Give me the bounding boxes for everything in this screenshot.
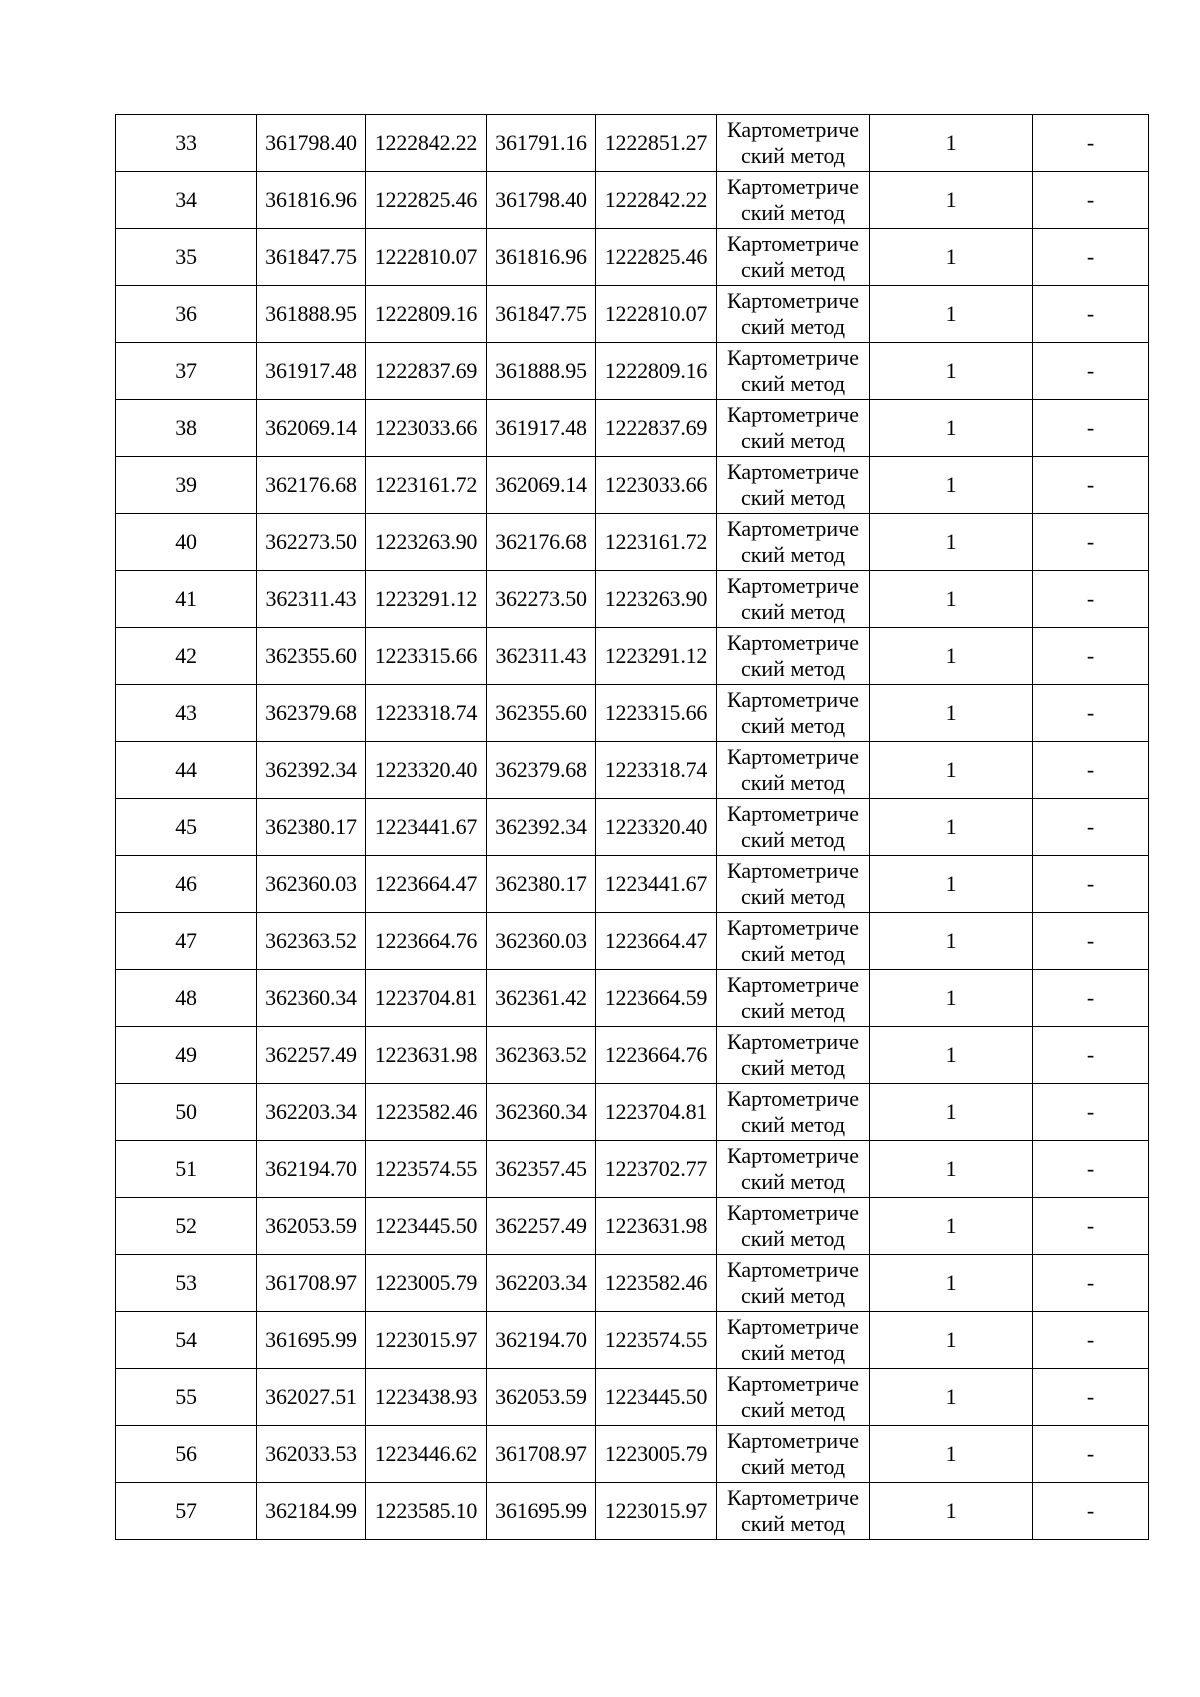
cell-x-coordinate-prev: 362069.14 xyxy=(487,457,596,514)
method-line-1: Картометриче xyxy=(727,1485,859,1510)
table-row xyxy=(116,1312,1149,1369)
cell-note: - xyxy=(1033,1141,1149,1198)
method-line-2: ский метод xyxy=(740,770,846,795)
table-row xyxy=(116,571,1149,628)
cell-y-coordinate-prev: 1223161.72 xyxy=(596,514,717,571)
cell-x-coordinate-prev: 362357.45 xyxy=(487,1141,596,1198)
cell-y-coordinate-prev: 1222809.16 xyxy=(596,343,717,400)
cell-point-number: 52 xyxy=(116,1198,257,1255)
cell-point-number: 55 xyxy=(116,1369,257,1426)
cell-y-coordinate: 1222810.07 xyxy=(366,229,487,286)
method-line-2: ский метод xyxy=(740,371,846,396)
cell-x-coordinate-prev: 362194.70 xyxy=(487,1312,596,1369)
table-row xyxy=(116,1027,1149,1084)
cell-method xyxy=(717,571,870,628)
method-line-1: Картометриче xyxy=(727,402,859,427)
method-line-2: ский метод xyxy=(740,485,846,510)
cell-note: - xyxy=(1033,229,1149,286)
method-line-1: Картометриче xyxy=(727,1257,859,1282)
cell-method xyxy=(717,913,870,970)
cell-x-coordinate-prev: 361888.95 xyxy=(487,343,596,400)
table-body xyxy=(116,115,1149,1540)
method-line-1: Картометриче xyxy=(727,1200,859,1225)
cell-x-coordinate-prev: 362273.50 xyxy=(487,571,596,628)
method-line-1: Картометриче xyxy=(727,915,859,940)
cell-point-number: 57 xyxy=(116,1483,257,1540)
cell-y-coordinate-prev: 1223291.12 xyxy=(596,628,717,685)
cell-x-coordinate-prev: 362355.60 xyxy=(487,685,596,742)
method-line-2: ский метод xyxy=(740,1226,846,1251)
cell-point-number: 38 xyxy=(116,400,257,457)
cell-note: - xyxy=(1033,286,1149,343)
cell-y-coordinate: 1223582.46 xyxy=(366,1084,487,1141)
cell-y-coordinate-prev: 1222851.27 xyxy=(596,115,717,172)
table-row xyxy=(116,343,1149,400)
cell-method xyxy=(717,799,870,856)
method-line-1: Картометриче xyxy=(727,858,859,883)
cell-method xyxy=(717,115,870,172)
cell-y-coordinate: 1223445.50 xyxy=(366,1198,487,1255)
cell-x-coordinate: 362176.68 xyxy=(257,457,366,514)
cell-x-coordinate-prev: 362361.42 xyxy=(487,970,596,1027)
cell-point-number: 42 xyxy=(116,628,257,685)
cell-y-coordinate: 1223704.81 xyxy=(366,970,487,1027)
cell-y-coordinate: 1222809.16 xyxy=(366,286,487,343)
cell-x-coordinate: 362027.51 xyxy=(257,1369,366,1426)
cell-note: - xyxy=(1033,1198,1149,1255)
method-line-2: ский метод xyxy=(740,428,846,453)
cell-y-coordinate-prev: 1222810.07 xyxy=(596,286,717,343)
cell-accuracy: 1 xyxy=(870,970,1033,1027)
cell-y-coordinate: 1223015.97 xyxy=(366,1312,487,1369)
table-row xyxy=(116,970,1149,1027)
cell-note: - xyxy=(1033,685,1149,742)
cell-accuracy: 1 xyxy=(870,1312,1033,1369)
cell-x-coordinate-prev: 362379.68 xyxy=(487,742,596,799)
cell-accuracy: 1 xyxy=(870,1483,1033,1540)
cell-x-coordinate: 362203.34 xyxy=(257,1084,366,1141)
cell-note: - xyxy=(1033,1426,1149,1483)
cell-accuracy: 1 xyxy=(870,628,1033,685)
cell-x-coordinate: 361708.97 xyxy=(257,1255,366,1312)
cell-y-coordinate-prev: 1223631.98 xyxy=(596,1198,717,1255)
cell-method xyxy=(717,286,870,343)
table-row xyxy=(116,1198,1149,1255)
cell-y-coordinate: 1222825.46 xyxy=(366,172,487,229)
cell-accuracy: 1 xyxy=(870,286,1033,343)
cell-x-coordinate: 361695.99 xyxy=(257,1312,366,1369)
cell-y-coordinate: 1223315.66 xyxy=(366,628,487,685)
cell-x-coordinate-prev: 362257.49 xyxy=(487,1198,596,1255)
table-row xyxy=(116,1426,1149,1483)
cell-point-number: 37 xyxy=(116,343,257,400)
cell-method xyxy=(717,1027,870,1084)
table-row xyxy=(116,856,1149,913)
cell-y-coordinate: 1223033.66 xyxy=(366,400,487,457)
method-line-2: ский метод xyxy=(740,1397,846,1422)
method-line-1: Картометриче xyxy=(727,174,859,199)
cell-x-coordinate: 362033.53 xyxy=(257,1426,366,1483)
table-row xyxy=(116,1369,1149,1426)
cell-method xyxy=(717,856,870,913)
method-line-2: ский метод xyxy=(740,599,846,624)
cell-x-coordinate-prev: 362360.03 xyxy=(487,913,596,970)
cell-y-coordinate: 1223585.10 xyxy=(366,1483,487,1540)
method-line-1: Картометриче xyxy=(727,744,859,769)
cell-note: - xyxy=(1033,571,1149,628)
cell-method xyxy=(717,343,870,400)
method-line-2: ский метод xyxy=(740,1511,846,1536)
cell-note: - xyxy=(1033,457,1149,514)
cell-accuracy: 1 xyxy=(870,400,1033,457)
cell-x-coordinate-prev: 362360.34 xyxy=(487,1084,596,1141)
method-line-2: ский метод xyxy=(740,1340,846,1365)
method-line-1: Картометриче xyxy=(727,630,859,655)
cell-x-coordinate: 362184.99 xyxy=(257,1483,366,1540)
cell-y-coordinate-prev: 1223315.66 xyxy=(596,685,717,742)
cell-accuracy: 1 xyxy=(870,799,1033,856)
coordinates-table xyxy=(115,114,1149,1540)
cell-x-coordinate: 362360.03 xyxy=(257,856,366,913)
method-line-2: ский метод xyxy=(740,1055,846,1080)
method-line-1: Картометриче xyxy=(727,1314,859,1339)
cell-method xyxy=(717,1369,870,1426)
cell-y-coordinate-prev: 1223704.81 xyxy=(596,1084,717,1141)
cell-x-coordinate-prev: 362380.17 xyxy=(487,856,596,913)
method-line-1: Картометриче xyxy=(727,972,859,997)
method-line-1: Картометриче xyxy=(727,516,859,541)
cell-accuracy: 1 xyxy=(870,1369,1033,1426)
cell-note: - xyxy=(1033,1084,1149,1141)
cell-x-coordinate: 362257.49 xyxy=(257,1027,366,1084)
cell-y-coordinate-prev: 1222837.69 xyxy=(596,400,717,457)
cell-x-coordinate-prev: 362203.34 xyxy=(487,1255,596,1312)
cell-x-coordinate: 362053.59 xyxy=(257,1198,366,1255)
cell-y-coordinate: 1223664.76 xyxy=(366,913,487,970)
cell-note: - xyxy=(1033,1312,1149,1369)
method-line-2: ский метод xyxy=(740,257,846,282)
cell-accuracy: 1 xyxy=(870,742,1033,799)
cell-y-coordinate: 1223664.47 xyxy=(366,856,487,913)
cell-y-coordinate-prev: 1222842.22 xyxy=(596,172,717,229)
cell-accuracy: 1 xyxy=(870,457,1033,514)
table-row xyxy=(116,172,1149,229)
table-row xyxy=(116,628,1149,685)
cell-accuracy: 1 xyxy=(870,514,1033,571)
cell-y-coordinate: 1223438.93 xyxy=(366,1369,487,1426)
cell-y-coordinate-prev: 1223263.90 xyxy=(596,571,717,628)
cell-y-coordinate-prev: 1223664.76 xyxy=(596,1027,717,1084)
cell-x-coordinate-prev: 362053.59 xyxy=(487,1369,596,1426)
cell-note: - xyxy=(1033,742,1149,799)
cell-accuracy: 1 xyxy=(870,1027,1033,1084)
method-line-2: ский метод xyxy=(740,827,846,852)
cell-method xyxy=(717,1198,870,1255)
cell-x-coordinate: 362194.70 xyxy=(257,1141,366,1198)
table-row xyxy=(116,229,1149,286)
cell-method xyxy=(717,514,870,571)
cell-x-coordinate: 361847.75 xyxy=(257,229,366,286)
cell-x-coordinate-prev: 361708.97 xyxy=(487,1426,596,1483)
cell-x-coordinate-prev: 361798.40 xyxy=(487,172,596,229)
cell-x-coordinate: 362363.52 xyxy=(257,913,366,970)
cell-y-coordinate: 1223291.12 xyxy=(366,571,487,628)
method-line-1: Картометриче xyxy=(727,1086,859,1111)
cell-method xyxy=(717,457,870,514)
cell-accuracy: 1 xyxy=(870,172,1033,229)
cell-method xyxy=(717,1312,870,1369)
method-line-2: ский метод xyxy=(740,1169,846,1194)
cell-y-coordinate-prev: 1223015.97 xyxy=(596,1483,717,1540)
cell-x-coordinate-prev: 362176.68 xyxy=(487,514,596,571)
cell-x-coordinate-prev: 362363.52 xyxy=(487,1027,596,1084)
cell-x-coordinate: 362355.60 xyxy=(257,628,366,685)
table-row xyxy=(116,400,1149,457)
cell-note: - xyxy=(1033,913,1149,970)
cell-y-coordinate: 1223161.72 xyxy=(366,457,487,514)
cell-method xyxy=(717,1141,870,1198)
cell-point-number: 44 xyxy=(116,742,257,799)
cell-x-coordinate-prev: 361695.99 xyxy=(487,1483,596,1540)
table-row xyxy=(116,685,1149,742)
table-row xyxy=(116,457,1149,514)
method-line-2: ский метод xyxy=(740,884,846,909)
cell-point-number: 40 xyxy=(116,514,257,571)
cell-y-coordinate: 1223318.74 xyxy=(366,685,487,742)
cell-x-coordinate: 362069.14 xyxy=(257,400,366,457)
method-line-2: ский метод xyxy=(740,143,846,168)
cell-note: - xyxy=(1033,970,1149,1027)
cell-note: - xyxy=(1033,115,1149,172)
method-line-2: ский метод xyxy=(740,1112,846,1137)
method-line-1: Картометриче xyxy=(727,231,859,256)
cell-x-coordinate: 361816.96 xyxy=(257,172,366,229)
cell-method xyxy=(717,1084,870,1141)
method-line-1: Картометриче xyxy=(727,1371,859,1396)
cell-accuracy: 1 xyxy=(870,571,1033,628)
cell-y-coordinate: 1222842.22 xyxy=(366,115,487,172)
cell-note: - xyxy=(1033,1027,1149,1084)
cell-x-coordinate-prev: 361847.75 xyxy=(487,286,596,343)
cell-accuracy: 1 xyxy=(870,1255,1033,1312)
cell-y-coordinate: 1223263.90 xyxy=(366,514,487,571)
cell-accuracy: 1 xyxy=(870,1198,1033,1255)
method-line-1: Картометриче xyxy=(727,1029,859,1054)
method-line-2: ский метод xyxy=(740,656,846,681)
cell-y-coordinate-prev: 1223702.77 xyxy=(596,1141,717,1198)
cell-note: - xyxy=(1033,1255,1149,1312)
method-line-2: ский метод xyxy=(740,713,846,738)
cell-note: - xyxy=(1033,514,1149,571)
cell-accuracy: 1 xyxy=(870,1141,1033,1198)
cell-note: - xyxy=(1033,628,1149,685)
cell-point-number: 49 xyxy=(116,1027,257,1084)
cell-y-coordinate-prev: 1223033.66 xyxy=(596,457,717,514)
cell-method xyxy=(717,1255,870,1312)
cell-method xyxy=(717,229,870,286)
cell-x-coordinate: 362392.34 xyxy=(257,742,366,799)
table-row xyxy=(116,742,1149,799)
cell-point-number: 48 xyxy=(116,970,257,1027)
method-line-1: Картометриче xyxy=(727,687,859,712)
cell-method xyxy=(717,400,870,457)
cell-y-coordinate: 1223631.98 xyxy=(366,1027,487,1084)
cell-accuracy: 1 xyxy=(870,229,1033,286)
method-line-2: ский метод xyxy=(740,314,846,339)
method-line-1: Картометриче xyxy=(727,117,859,142)
cell-point-number: 35 xyxy=(116,229,257,286)
cell-method xyxy=(717,172,870,229)
cell-point-number: 33 xyxy=(116,115,257,172)
cell-x-coordinate: 361917.48 xyxy=(257,343,366,400)
cell-point-number: 51 xyxy=(116,1141,257,1198)
table-row xyxy=(116,115,1149,172)
cell-note: - xyxy=(1033,856,1149,913)
table-row xyxy=(116,913,1149,970)
cell-x-coordinate: 362273.50 xyxy=(257,514,366,571)
cell-y-coordinate: 1223446.62 xyxy=(366,1426,487,1483)
method-line-1: Картометриче xyxy=(727,801,859,826)
cell-x-coordinate: 361888.95 xyxy=(257,286,366,343)
cell-y-coordinate-prev: 1223664.59 xyxy=(596,970,717,1027)
cell-y-coordinate: 1223005.79 xyxy=(366,1255,487,1312)
cell-y-coordinate: 1223574.55 xyxy=(366,1141,487,1198)
cell-x-coordinate-prev: 361791.16 xyxy=(487,115,596,172)
cell-y-coordinate-prev: 1223574.55 xyxy=(596,1312,717,1369)
method-line-1: Картометриче xyxy=(727,1143,859,1168)
method-line-2: ский метод xyxy=(740,200,846,225)
cell-method xyxy=(717,742,870,799)
cell-x-coordinate: 362380.17 xyxy=(257,799,366,856)
cell-y-coordinate: 1223441.67 xyxy=(366,799,487,856)
cell-x-coordinate: 361798.40 xyxy=(257,115,366,172)
cell-note: - xyxy=(1033,799,1149,856)
cell-method xyxy=(717,685,870,742)
cell-x-coordinate-prev: 361917.48 xyxy=(487,400,596,457)
cell-y-coordinate-prev: 1222825.46 xyxy=(596,229,717,286)
cell-accuracy: 1 xyxy=(870,1084,1033,1141)
table-row xyxy=(116,1141,1149,1198)
cell-note: - xyxy=(1033,400,1149,457)
table-row xyxy=(116,1483,1149,1540)
cell-point-number: 53 xyxy=(116,1255,257,1312)
cell-point-number: 43 xyxy=(116,685,257,742)
cell-x-coordinate: 362360.34 xyxy=(257,970,366,1027)
method-line-2: ский метод xyxy=(740,998,846,1023)
cell-note: - xyxy=(1033,172,1149,229)
cell-x-coordinate: 362379.68 xyxy=(257,685,366,742)
table-row xyxy=(116,514,1149,571)
cell-accuracy: 1 xyxy=(870,913,1033,970)
cell-point-number: 36 xyxy=(116,286,257,343)
method-line-2: ский метод xyxy=(740,542,846,567)
cell-y-coordinate-prev: 1223445.50 xyxy=(596,1369,717,1426)
cell-point-number: 39 xyxy=(116,457,257,514)
method-line-1: Картометриче xyxy=(727,288,859,313)
cell-x-coordinate-prev: 361816.96 xyxy=(487,229,596,286)
cell-x-coordinate-prev: 362392.34 xyxy=(487,799,596,856)
table-row xyxy=(116,286,1149,343)
cell-x-coordinate-prev: 362311.43 xyxy=(487,628,596,685)
cell-point-number: 41 xyxy=(116,571,257,628)
table-row xyxy=(116,1255,1149,1312)
cell-accuracy: 1 xyxy=(870,343,1033,400)
cell-method xyxy=(717,1426,870,1483)
cell-accuracy: 1 xyxy=(870,115,1033,172)
cell-y-coordinate-prev: 1223441.67 xyxy=(596,856,717,913)
method-line-1: Картометриче xyxy=(727,1428,859,1453)
cell-point-number: 34 xyxy=(116,172,257,229)
cell-y-coordinate-prev: 1223320.40 xyxy=(596,799,717,856)
cell-y-coordinate-prev: 1223318.74 xyxy=(596,742,717,799)
method-line-2: ский метод xyxy=(740,1454,846,1479)
cell-note: - xyxy=(1033,1483,1149,1540)
cell-y-coordinate: 1223320.40 xyxy=(366,742,487,799)
cell-point-number: 50 xyxy=(116,1084,257,1141)
method-line-1: Картометриче xyxy=(727,459,859,484)
cell-y-coordinate-prev: 1223005.79 xyxy=(596,1426,717,1483)
method-line-2: ский метод xyxy=(740,1283,846,1308)
cell-accuracy: 1 xyxy=(870,856,1033,913)
cell-point-number: 54 xyxy=(116,1312,257,1369)
cell-method xyxy=(717,1483,870,1540)
cell-point-number: 47 xyxy=(116,913,257,970)
table-row xyxy=(116,799,1149,856)
cell-method xyxy=(717,628,870,685)
method-line-1: Картометриче xyxy=(727,345,859,370)
cell-point-number: 46 xyxy=(116,856,257,913)
table-row xyxy=(116,1084,1149,1141)
cell-note: - xyxy=(1033,343,1149,400)
cell-accuracy: 1 xyxy=(870,1426,1033,1483)
cell-method xyxy=(717,970,870,1027)
cell-note: - xyxy=(1033,1369,1149,1426)
cell-y-coordinate: 1222837.69 xyxy=(366,343,487,400)
cell-x-coordinate: 362311.43 xyxy=(257,571,366,628)
method-line-2: ский метод xyxy=(740,941,846,966)
cell-y-coordinate-prev: 1223582.46 xyxy=(596,1255,717,1312)
cell-accuracy: 1 xyxy=(870,685,1033,742)
cell-point-number: 45 xyxy=(116,799,257,856)
cell-point-number: 56 xyxy=(116,1426,257,1483)
cell-y-coordinate-prev: 1223664.47 xyxy=(596,913,717,970)
method-line-1: Картометриче xyxy=(727,573,859,598)
